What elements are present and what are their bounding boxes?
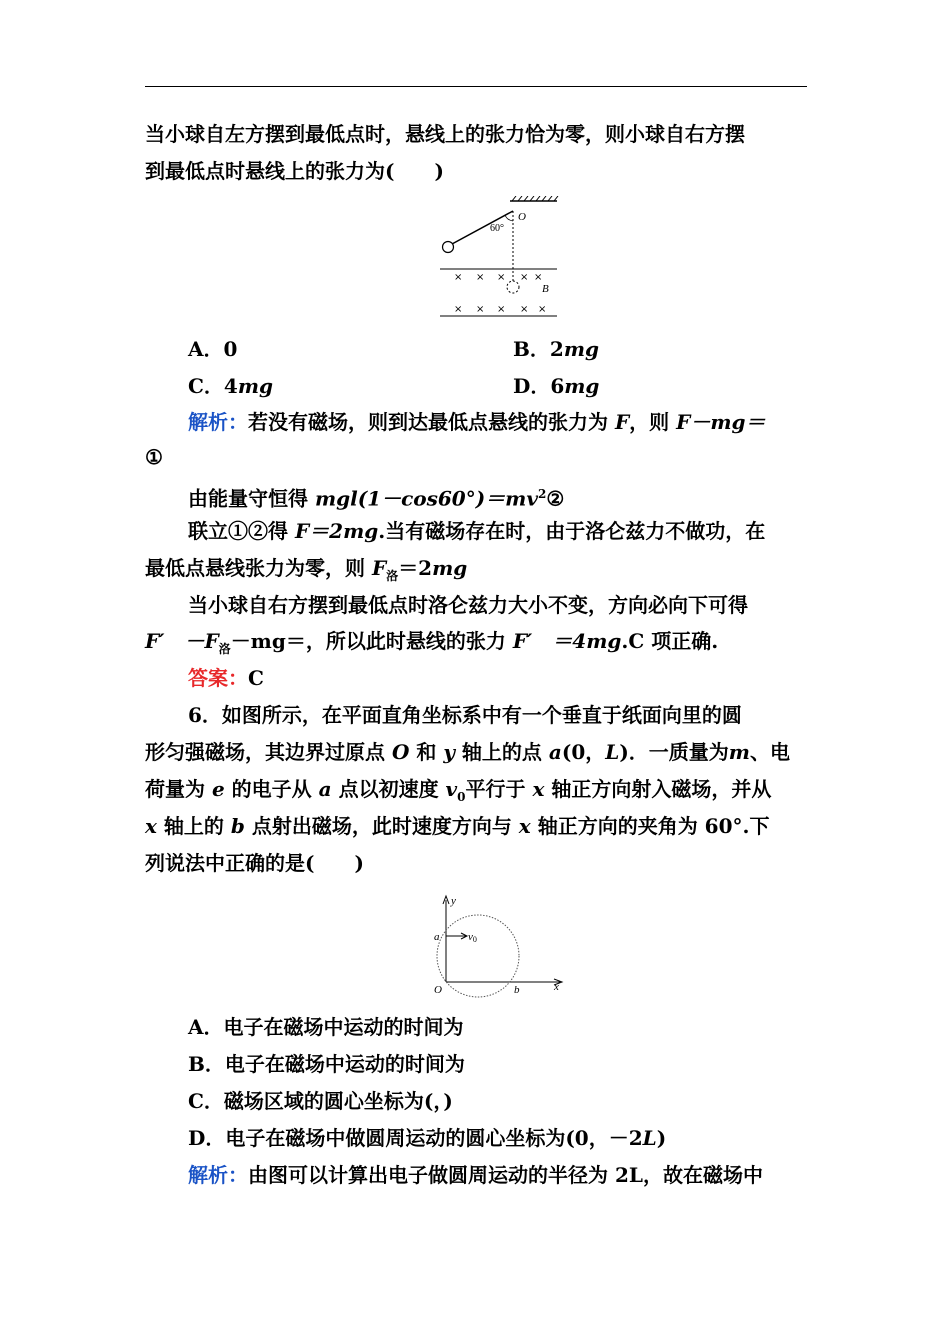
svg-text:×: × [534, 272, 543, 283]
q5-solution-line-4: 最低点悬线张力为零，则 $F_洛=2mg$ [145, 556, 468, 583]
q5-solution-line-3: 联立①②得 F＝2mg.当有磁场存在时，由于洛仑兹力不做功，在 [188, 519, 766, 543]
svg-text:×: × [497, 272, 506, 283]
solution-label: 解析： [188, 1163, 248, 1187]
q5-stem-line-1: 当小球自左方摆到最低点时，悬线上的张力恰为零，则小球自右方摆 [145, 122, 745, 146]
q6-stem-line-1: 6．如图所示，在平面直角坐标系中有一个垂直于纸面向里的圆 [188, 703, 742, 727]
q5-solution-line-5: 当小球自右方摆到最低点时洛仑兹力大小不变，方向必向下可得 [188, 593, 748, 617]
angle-arc [505, 215, 513, 221]
answer-label: 答案： [188, 666, 248, 690]
label-B: B [542, 283, 549, 295]
ball-left [443, 242, 454, 253]
label-v0: v0 [468, 931, 477, 944]
q6-stem-line-4: x 轴上的 b 点射出磁场，此时速度方向与 x 轴正方向的夹角为 60°.下 [145, 814, 770, 838]
q6-stem-line-5: 列说法中正确的是( ) [145, 851, 364, 875]
svg-text:×: × [520, 304, 529, 315]
label-angle: 60° [490, 223, 504, 234]
q5-option-b: B．2mg [513, 337, 599, 361]
svg-text:×: × [476, 272, 485, 283]
ball-bottom [507, 281, 519, 293]
q5-solution-line-1: 解析：若没有磁场，则到达最低点悬线的张力为 F，则 F－mg＝ [188, 410, 766, 434]
q5-solution-line-2: 由能量守恒得 $mgl(1-\cos 60^\circ)=mv^2②$ [188, 486, 565, 511]
svg-text:×: × [476, 304, 485, 315]
field-crosses [454, 272, 546, 315]
q5-option-c: C．4mg [188, 374, 273, 398]
q5-stem-line-2: 到最低点时悬线上的张力为( ) [145, 159, 444, 183]
q5-answer: 答案：C [188, 666, 264, 690]
svg-text:×: × [454, 304, 463, 315]
label-O: O [518, 211, 526, 223]
q6-option-d: D．电子在磁场中做圆周运动的圆心坐标为(0，－2L) [188, 1126, 667, 1150]
field-circle [437, 915, 519, 997]
q6-option-a: A．电子在磁场中运动的时间为 [188, 1015, 464, 1039]
svg-text:×: × [520, 272, 529, 283]
label-O: O [434, 984, 442, 996]
svg-text:×: × [538, 304, 547, 315]
q5-solution-line-1-cont: ① [145, 445, 163, 469]
label-a: a [434, 931, 440, 943]
svg-text:×: × [454, 272, 463, 283]
svg-text:×: × [497, 304, 506, 315]
q6-stem-line-2: 形匀强磁场，其边界过原点 O 和 y 轴上的点 a(0，L)．一质量为m、电 [145, 740, 790, 764]
q5-solution-line-6: F′ $-F_洛-mg=$，所以此时悬线的张力 F′ ＝4mg.C 项正确. [145, 629, 719, 656]
pendulum-figure [432, 196, 562, 320]
q6-stem-line-3: 荷量为 e 的电子从 a 点以初速度 $v_0$平行于 x 轴正方向射入磁场，并从 [145, 777, 772, 804]
q6-option-b: B．电子在磁场中运动的时间为 [188, 1052, 465, 1076]
coordinate-figure [428, 890, 568, 998]
solution-label: 解析： [188, 410, 248, 434]
header-rule [145, 86, 807, 87]
label-x: x [554, 981, 559, 993]
q5-option-a: A．0 [188, 337, 238, 361]
q5-option-d: D．6mg [513, 374, 600, 398]
label-b: b [514, 984, 520, 996]
label-y: y [451, 895, 456, 907]
q6-solution-line-1: 解析：由图可以计算出电子做圆周运动的半径为 2L，故在磁场中 [188, 1163, 763, 1187]
q6-option-c: C．磁场区域的圆心坐标为(，) [188, 1089, 453, 1113]
